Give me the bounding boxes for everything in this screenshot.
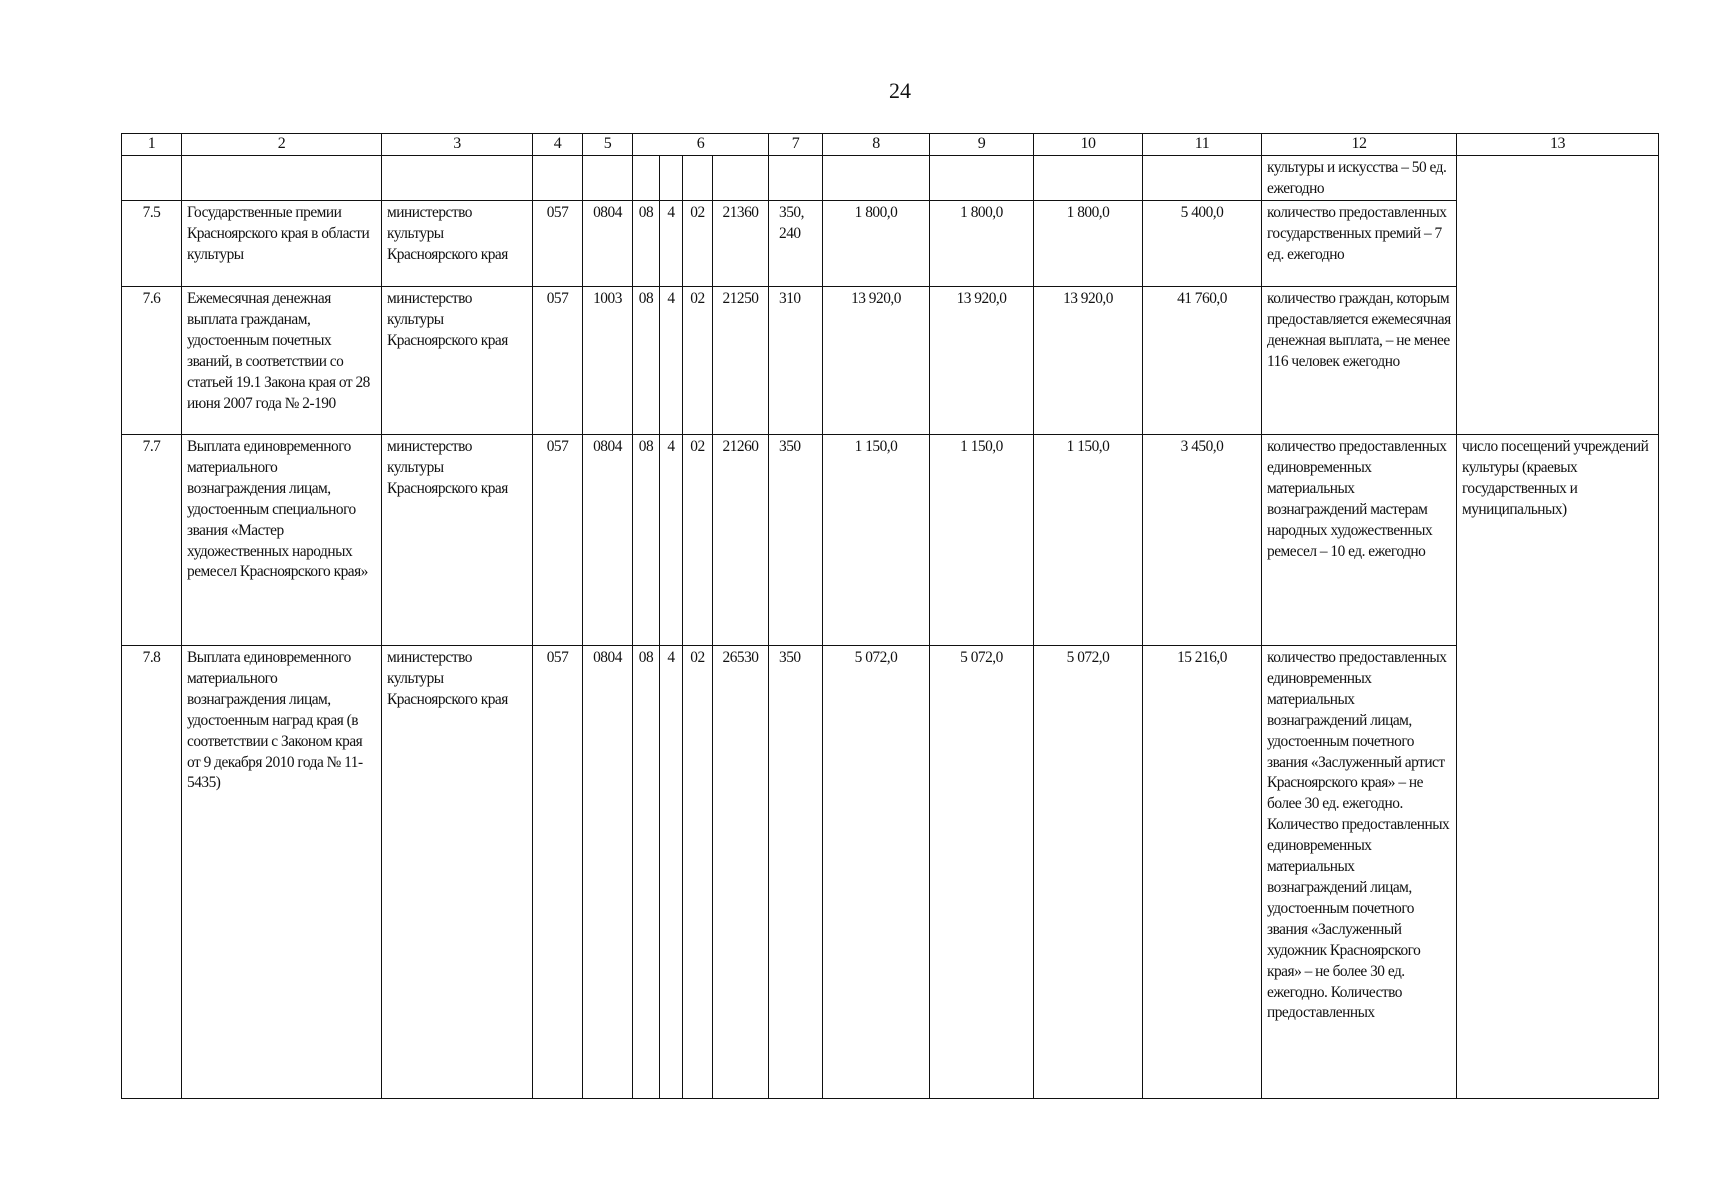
amount-year-1: 13 920,0 — [823, 287, 930, 435]
row-number: 7.8 — [122, 646, 182, 1099]
cont-cell-grbs — [533, 156, 583, 201]
rzpr-code: 0804 — [583, 646, 633, 1099]
col-header-2: 2 — [182, 134, 382, 156]
amount-year-3: 5 072,0 — [1034, 646, 1143, 1099]
cont-cell-y2 — [930, 156, 1034, 201]
amount-year-1: 1 150,0 — [823, 435, 930, 646]
csr-subprogram: 4 — [660, 201, 683, 287]
amount-year-3: 1 800,0 — [1034, 201, 1143, 287]
activity-name: Ежемесячная денежная выплата гражданам, удостоенным почетных званий, в соответствии со статьей 19.1 Закона края от 28 июня 2007 года № 2-190 — [182, 287, 382, 435]
col-header-4: 4 — [533, 134, 583, 156]
row-number: 7.5 — [122, 201, 182, 287]
csr-program: 08 — [633, 287, 660, 435]
cont-cell-csr-a — [633, 156, 660, 201]
csr-subprogram: 4 — [660, 646, 683, 1099]
cont-indicator-cell — [1457, 156, 1659, 435]
col-header-3: 3 — [382, 134, 533, 156]
amount-year-2: 5 072,0 — [930, 646, 1034, 1099]
csr-subprogram: 4 — [660, 287, 683, 435]
cont-cell-csr-d — [713, 156, 769, 201]
cont-cell-total — [1143, 156, 1262, 201]
administrator: министерство культуры Красноярского края — [382, 435, 533, 646]
amount-total: 41 760,0 — [1143, 287, 1262, 435]
csr-code: 21360 — [713, 201, 769, 287]
cont-cell-csr-c — [683, 156, 713, 201]
cont-cell-num — [122, 156, 182, 201]
amount-year-1: 5 072,0 — [823, 646, 930, 1099]
cont-result: культуры и искусства – 50 ед. ежегодно — [1262, 156, 1457, 201]
expected-result: количество предоставленных единовременных материальных вознаграждений лицам, удостоенным почетного звания «Заслуженный артист Красноярского края» – не более 30 ед. ежегодно. Количество предоставленных единовременных материальных вознаграждений лицам, удостоенным почетного звания «Заслуженный художник Красноярского края» – не более 30 ед. ежегодно. Количество предоставленных — [1262, 646, 1457, 1099]
amount-year-3: 13 920,0 — [1034, 287, 1143, 435]
administrator: министерство культуры Красноярского края — [382, 646, 533, 1099]
grbs-code: 057 — [533, 646, 583, 1099]
col-header-1: 1 — [122, 134, 182, 156]
table-row — [122, 201, 1659, 287]
administrator: министерство культуры Красноярского края — [382, 287, 533, 435]
cont-cell-y3 — [1034, 156, 1143, 201]
table-row — [122, 435, 1659, 646]
expected-result: количество предоставленных единовременных материальных вознаграждений мастерам народных художественных ремесел – 10 ед. ежегодно — [1262, 435, 1457, 646]
csr-subprogram: 4 — [660, 435, 683, 646]
amount-total: 3 450,0 — [1143, 435, 1262, 646]
activity-name: Государственные премии Красноярского края в области культуры — [182, 201, 382, 287]
col-header-11: 11 — [1143, 134, 1262, 156]
activity-name: Выплата единовременного материального вознаграждения лицам, удостоенным специального звания «Мастер художественных народных ремесел Красноярского края» — [182, 435, 382, 646]
vr-code: 350 — [769, 646, 823, 1099]
target-indicator: число посещений учреждений культуры (краевых государственных и муниципальных) — [1457, 435, 1659, 1099]
vr-code: 350 — [769, 435, 823, 646]
col-header-7: 7 — [769, 134, 823, 156]
col-header-8: 8 — [823, 134, 930, 156]
continuation-row — [122, 156, 1659, 201]
csr-group: 02 — [683, 646, 713, 1099]
row-number: 7.7 — [122, 435, 182, 646]
cont-cell-csr-b — [660, 156, 683, 201]
cont-cell-admin — [382, 156, 533, 201]
amount-year-1: 1 800,0 — [823, 201, 930, 287]
expected-result: количество предоставленных государственных премий – 7 ед. ежегодно — [1262, 201, 1457, 287]
vr-code: 310 — [769, 287, 823, 435]
expected-result: количество граждан, которым предоставляется ежемесячная денежная выплата, – не менее 116 человек ежегодно — [1262, 287, 1457, 435]
col-header-9: 9 — [930, 134, 1034, 156]
csr-program: 08 — [633, 435, 660, 646]
csr-group: 02 — [683, 435, 713, 646]
cont-cell-y1 — [823, 156, 930, 201]
csr-code: 26530 — [713, 646, 769, 1099]
vr-code: 350, 240 — [769, 201, 823, 287]
csr-group: 02 — [683, 287, 713, 435]
cont-cell-vr — [769, 156, 823, 201]
rzpr-code: 0804 — [583, 201, 633, 287]
table-row — [122, 287, 1659, 435]
csr-group: 02 — [683, 201, 713, 287]
cont-cell-name — [182, 156, 382, 201]
rzpr-code: 1003 — [583, 287, 633, 435]
activity-name: Выплата единовременного материального вознаграждения лицам, удостоенным наград края (в соответствии с Законом края от 9 декабря 2010 года № 11-5435) — [182, 646, 382, 1099]
amount-year-2: 1 150,0 — [930, 435, 1034, 646]
csr-code: 21250 — [713, 287, 769, 435]
rzpr-code: 0804 — [583, 435, 633, 646]
col-header-6: 6 — [633, 134, 769, 156]
amount-year-2: 13 920,0 — [930, 287, 1034, 435]
amount-total: 15 216,0 — [1143, 646, 1262, 1099]
col-header-13: 13 — [1457, 134, 1659, 156]
administrator: министерство культуры Красноярского края — [382, 201, 533, 287]
page-number: 24 — [889, 78, 911, 103]
csr-program: 08 — [633, 646, 660, 1099]
row-number: 7.6 — [122, 287, 182, 435]
column-number-row — [122, 134, 1659, 156]
table-row — [122, 646, 1659, 1099]
amount-year-3: 1 150,0 — [1034, 435, 1143, 646]
csr-program: 08 — [633, 201, 660, 287]
grbs-code: 057 — [533, 201, 583, 287]
amount-year-2: 1 800,0 — [930, 201, 1034, 287]
amount-total: 5 400,0 — [1143, 201, 1262, 287]
program-activities-table — [121, 133, 1659, 1099]
csr-code: 21260 — [713, 435, 769, 646]
cont-cell-rzpr — [583, 156, 633, 201]
grbs-code: 057 — [533, 435, 583, 646]
col-header-12: 12 — [1262, 134, 1457, 156]
grbs-code: 057 — [533, 287, 583, 435]
col-header-10: 10 — [1034, 134, 1143, 156]
col-header-5: 5 — [583, 134, 633, 156]
